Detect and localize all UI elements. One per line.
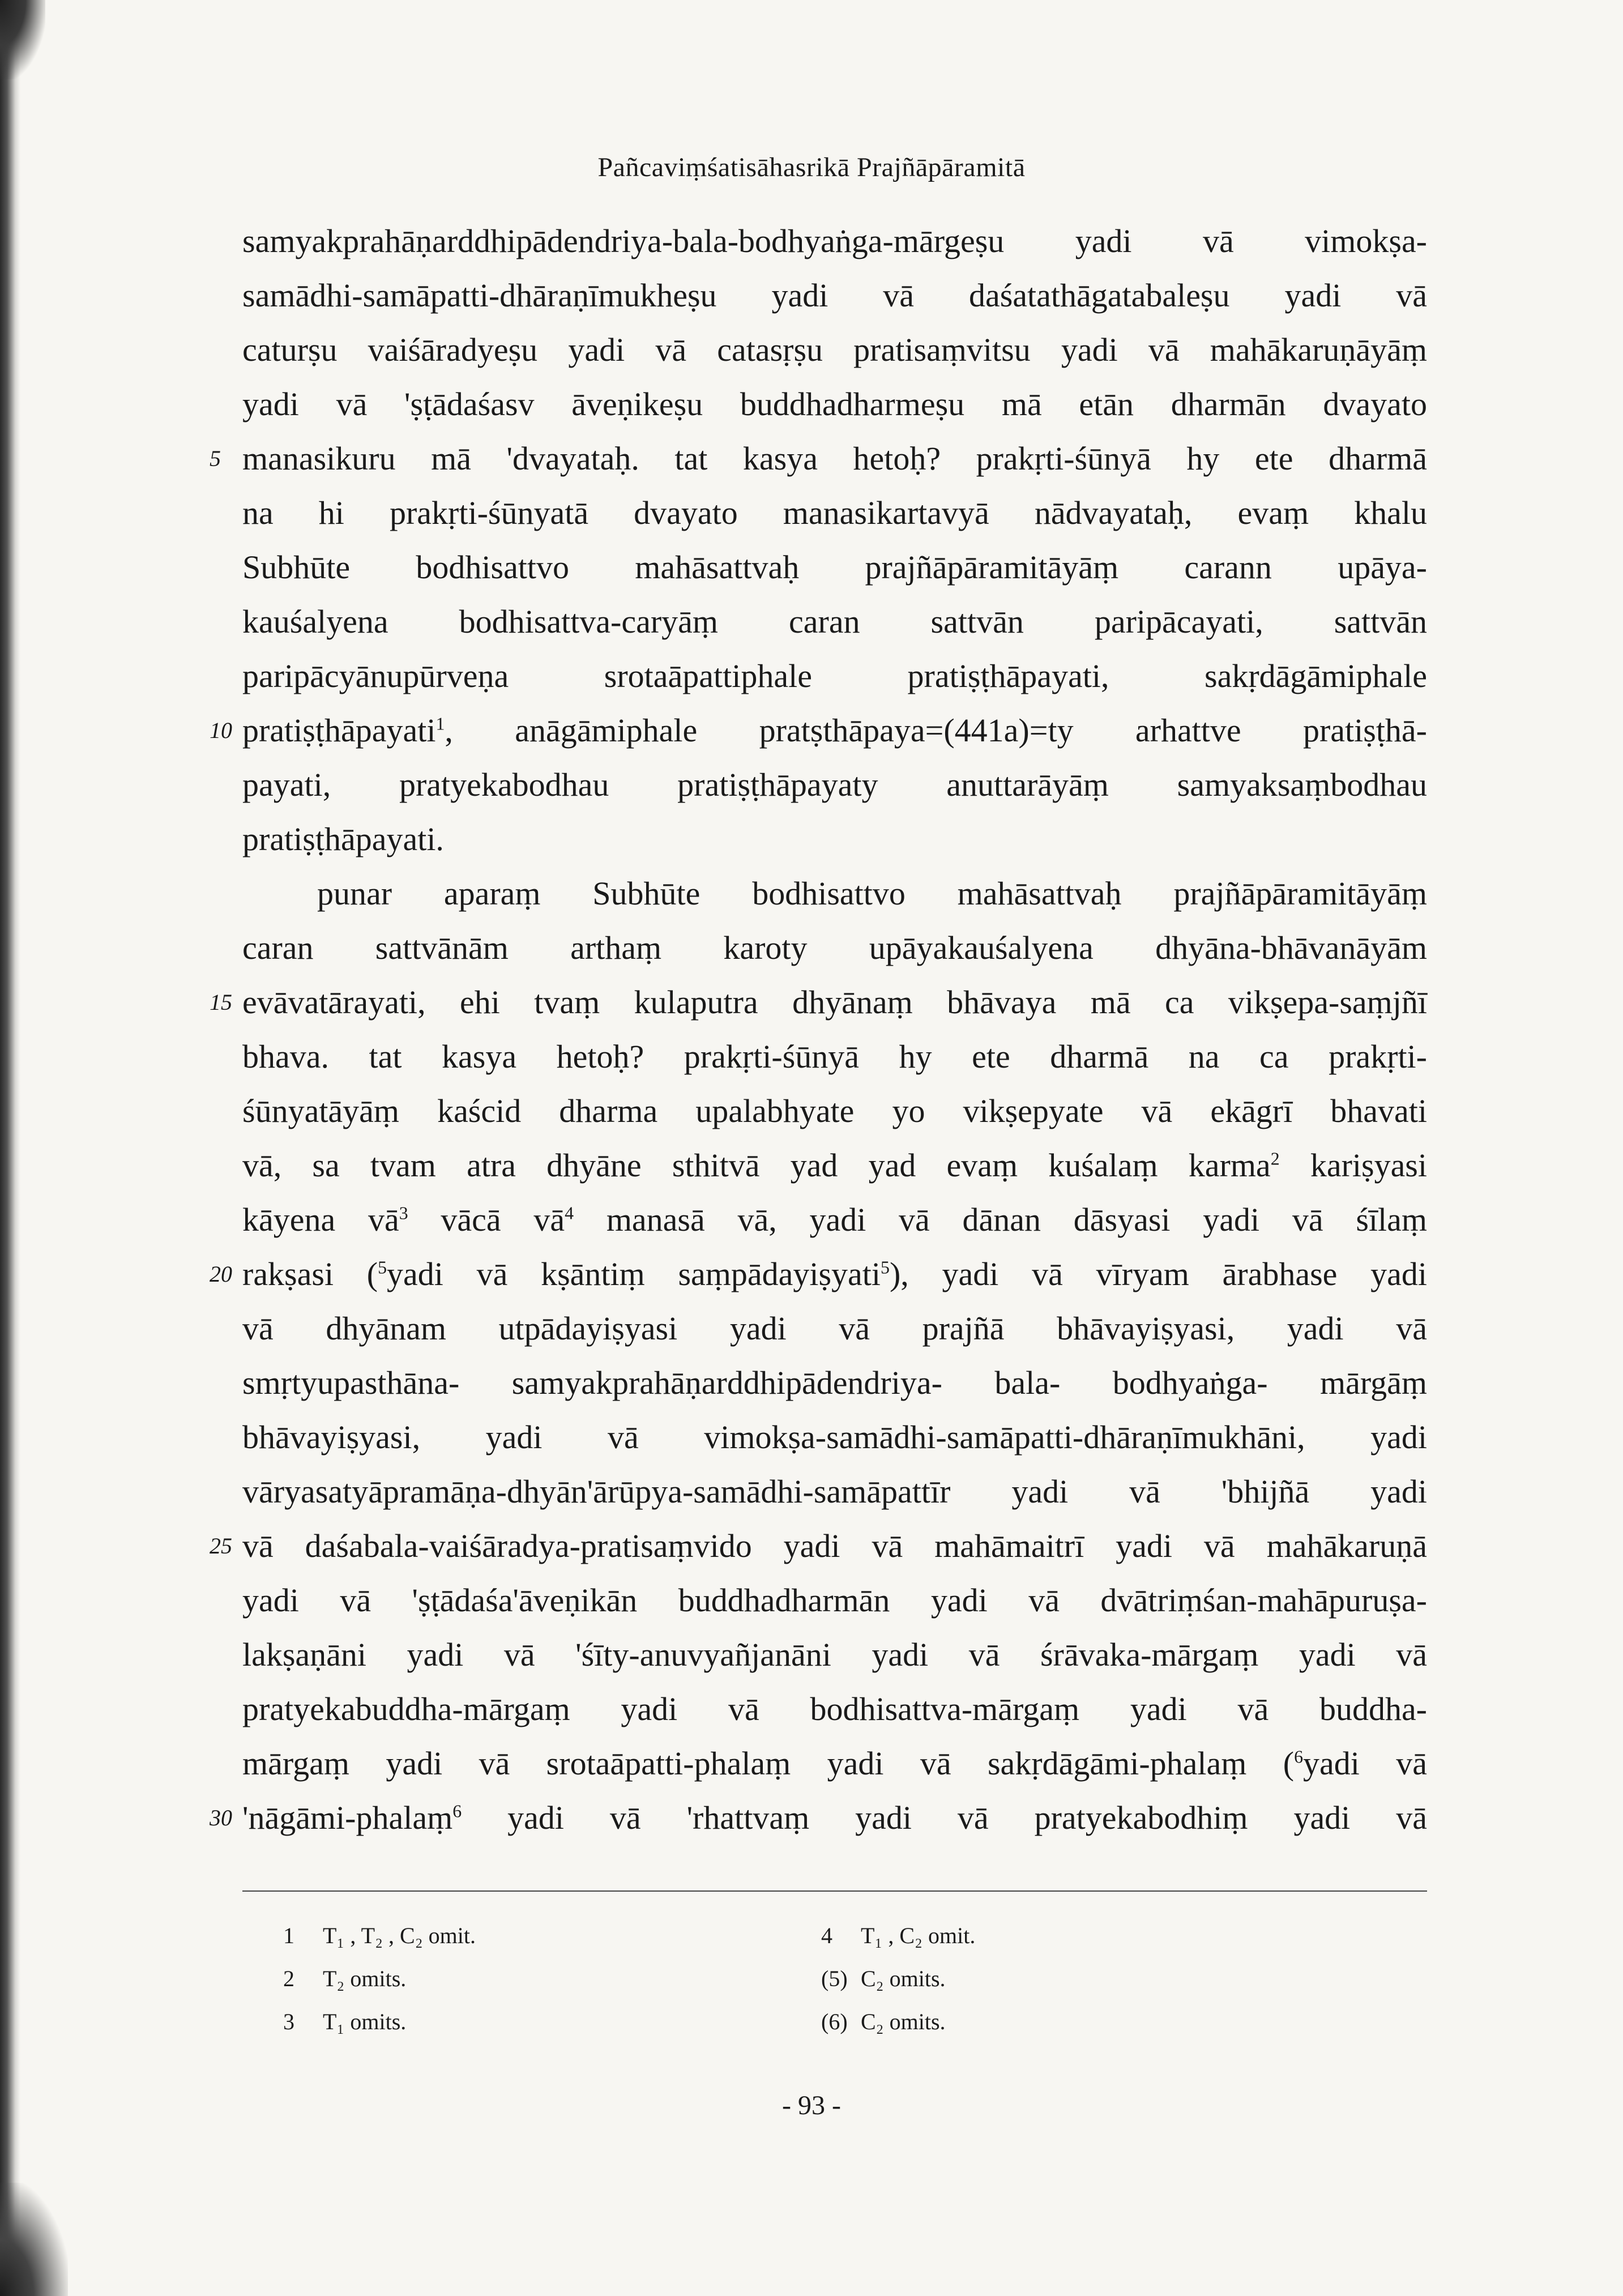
text-line: smṛtyupasthāna- samyakprahāṇarddhipādendriya- bala- bodhyaṅga- mārgāṃ xyxy=(242,1364,1427,1401)
running-head: Pañcaviṃśatisāhasrikā Prajñāpāramitā xyxy=(597,152,1026,182)
line-segment: mārgaṃ yadi vā srotaāpatti-phalaṃ yadi vā sakṛdāgāmi-phalaṃ xyxy=(242,1745,1247,1782)
text-line: caturṣu vaiśāradyeṣu yadi vā catasṛṣu pratisaṃvitsu yadi vā mahākaruṇāyāṃ xyxy=(242,331,1427,368)
text-line: bhava. tat kasya hetoḥ? prakṛti-śūnyā hy ete dharmā na ca prakṛti- xyxy=(242,1038,1427,1075)
text-line: lakṣaṇāni yadi vā 'śīty-anuvyañjanāni yadi vā śrāvaka-mārgaṃ yadi vā xyxy=(242,1636,1427,1673)
text-line xyxy=(242,1254,1427,1295)
text-line: pratyekabuddha-mārgaṃ yadi vā bodhisattva-mārgaṃ yadi vā buddha- xyxy=(242,1691,1427,1727)
text-line: pratiṣṭhāpayati. xyxy=(242,821,444,857)
text-line: na hi prakṛti-śūnyatā dvayato manasikartavyā nādvayataḥ, evaṃ khalu xyxy=(242,494,1427,531)
footnote-number: (5) xyxy=(821,1966,848,1991)
footnote-text: T₁ omits. xyxy=(323,2009,407,2034)
line-segment: kariṣyasi xyxy=(1279,1147,1427,1184)
footnote-marker: 4 xyxy=(565,1203,574,1223)
line-segment: vā, sa tvam atra dhyāne sthitvā yad yad evaṃ kuśalaṃ karma xyxy=(242,1147,1271,1184)
footnote-number: 4 xyxy=(821,1923,832,1948)
page-number: - 93 - xyxy=(782,2090,841,2120)
footnote-text: T₁ , T₂ , C₂ omit. xyxy=(323,1923,476,1948)
footnote-text: C₂ omits. xyxy=(861,1966,946,1991)
text-line: payati, pratyekabodhau pratiṣṭhāpayaty anuttarāyāṃ samyaksaṃbodhau xyxy=(242,766,1427,803)
footnote xyxy=(283,1963,406,1995)
footnote-marker: 5 xyxy=(378,1257,387,1278)
text-line: paripācyānupūrveṇa srotaāpattiphale pratiṣṭhāpayati, sakṛdāgāmiphale xyxy=(242,658,1427,694)
line-number: 15 xyxy=(210,989,232,1015)
line-segment: kāyena vā xyxy=(242,1201,399,1238)
text-line: punar aparaṃ Subhūte bodhisattvo mahāsattvaḥ prajñāpāramitāyāṃ xyxy=(317,875,1427,912)
footnote-marker: 2 xyxy=(1270,1149,1280,1169)
footnote-marker: 3 xyxy=(399,1203,408,1223)
text-line: śūnyatāyāṃ kaścid dharma upalabhyate yo vikṣepyate vā ekāgrī bhavati xyxy=(242,1092,1427,1129)
text-line: yadi vā 'ṣṭādaśa'āveṇikān buddhadharmān yadi vā dvātriṃśan-mahāpuruṣa- xyxy=(242,1582,1427,1619)
scan-shadow-top-corner xyxy=(0,0,45,79)
footnote xyxy=(283,2006,406,2038)
footnote xyxy=(821,2006,946,2038)
text-line: samādhi-samāpatti-dhāraṇīmukheṣu yadi vā daśatathāgatabaleṣu yadi vā xyxy=(242,277,1427,314)
line-segment: manasā vā, yadi vā dānan dāsyasi yadi vā śīlaṃ xyxy=(574,1201,1427,1238)
scan-shadow-bottom-corner xyxy=(0,2183,68,2296)
line-number: 5 xyxy=(210,446,221,471)
footnote-text: T₁ , C₂ omit. xyxy=(861,1923,976,1948)
footnote-marker: 6 xyxy=(452,1801,462,1821)
text-line: manasikuru mā 'dvayataḥ. tat kasya hetoḥ? prakṛti-śūnyā hy ete dharmā xyxy=(242,440,1427,477)
line-segment: ( xyxy=(1246,1745,1295,1782)
line-segment: ), yadi vā vīryam ārabhase yadi xyxy=(889,1256,1427,1292)
line-segment: vācā vā xyxy=(408,1201,565,1238)
text-line xyxy=(242,1743,1427,1784)
footnote-number: (6) xyxy=(821,2009,848,2034)
footnote-number: 2 xyxy=(283,1966,294,1991)
footnote-marker: 5 xyxy=(881,1257,890,1278)
line-segment: yadi vā kṣāntiṃ saṃpādayiṣyati xyxy=(387,1256,881,1292)
line-segment: rakṣasi xyxy=(242,1256,334,1292)
text-line: vā dhyānam utpādayiṣyasi yadi vā prajñā bhāvayiṣyasi, yadi vā xyxy=(242,1310,1427,1347)
footnote-rule xyxy=(242,1890,1427,1892)
scan-shadow-left-edge xyxy=(0,0,20,2296)
text-line: kauśalyena bodhisattva-caryāṃ caran sattvān paripācayati, sattvān xyxy=(242,603,1427,640)
footnote-number: 1 xyxy=(283,1923,294,1948)
line-segment: , anāgāmiphale pratṣthāpaya=(441a)=ty arhattve pratiṣṭhā- xyxy=(445,712,1427,749)
line-segment: yadi vā 'rhattvaṃ yadi vā pratyekabodhiṃ yadi vā xyxy=(462,1799,1427,1836)
line-segment: 'nāgāmi-phalaṃ xyxy=(242,1799,453,1836)
text-line xyxy=(242,1798,1427,1838)
footnote-number: 3 xyxy=(283,2009,294,2034)
text-line: bhāvayiṣyasi, yadi vā vimokṣa-samādhi-samāpatti-dhāraṇīmukhāni, yadi xyxy=(242,1419,1427,1456)
line-number: 25 xyxy=(210,1533,232,1559)
text-line: yadi vā 'ṣṭādaśasv āveṇikeṣu buddhadharmeṣu mā etān dharmān dvayato xyxy=(242,386,1427,423)
text-line xyxy=(242,1145,1427,1186)
line-number: 30 xyxy=(210,1805,232,1830)
footnote-text: C₂ omits. xyxy=(861,2009,946,2034)
footnote xyxy=(283,1920,476,1952)
footnote-marker: 1 xyxy=(435,714,445,734)
text-line: vāryasatyāpramāṇa-dhyān'ārūpya-samādhi-samāpattīr yadi vā 'bhijñā yadi xyxy=(242,1473,1427,1510)
line-number: 10 xyxy=(210,718,232,743)
text-line: evāvatārayati, ehi tvaṃ kulaputra dhyānaṃ bhāvaya mā ca vikṣepa-saṃjñī xyxy=(242,984,1427,1021)
footnote xyxy=(821,1920,975,1952)
line-segment: yadi vā xyxy=(1303,1745,1427,1782)
text-line xyxy=(242,1200,1427,1240)
line-number: 20 xyxy=(210,1261,232,1287)
text-line: vā daśabala-vaiśāradya-pratisaṃvido yadi vā mahāmaitrī yadi vā mahākaruṇā xyxy=(242,1527,1427,1564)
text-line xyxy=(242,710,1427,751)
text-line: Subhūte bodhisattvo mahāsattvaḥ prajñāpāramitāyāṃ carann upāya- xyxy=(242,549,1427,586)
text-line: caran sattvānām arthaṃ karoty upāyakauśalyena dhyāna-bhāvanāyām xyxy=(242,929,1427,966)
footnote-marker: 6 xyxy=(1294,1747,1304,1767)
text-line: samyakprahāṇarddhipādendriya-bala-bodhyaṅga-mārgeṣu yadi vā vimokṣa- xyxy=(242,223,1427,259)
footnote-text: T₂ omits. xyxy=(323,1966,407,1991)
footnote xyxy=(821,1963,946,1995)
line-segment: pratiṣṭhāpayati xyxy=(242,712,436,749)
line-segment: ( xyxy=(334,1256,378,1292)
